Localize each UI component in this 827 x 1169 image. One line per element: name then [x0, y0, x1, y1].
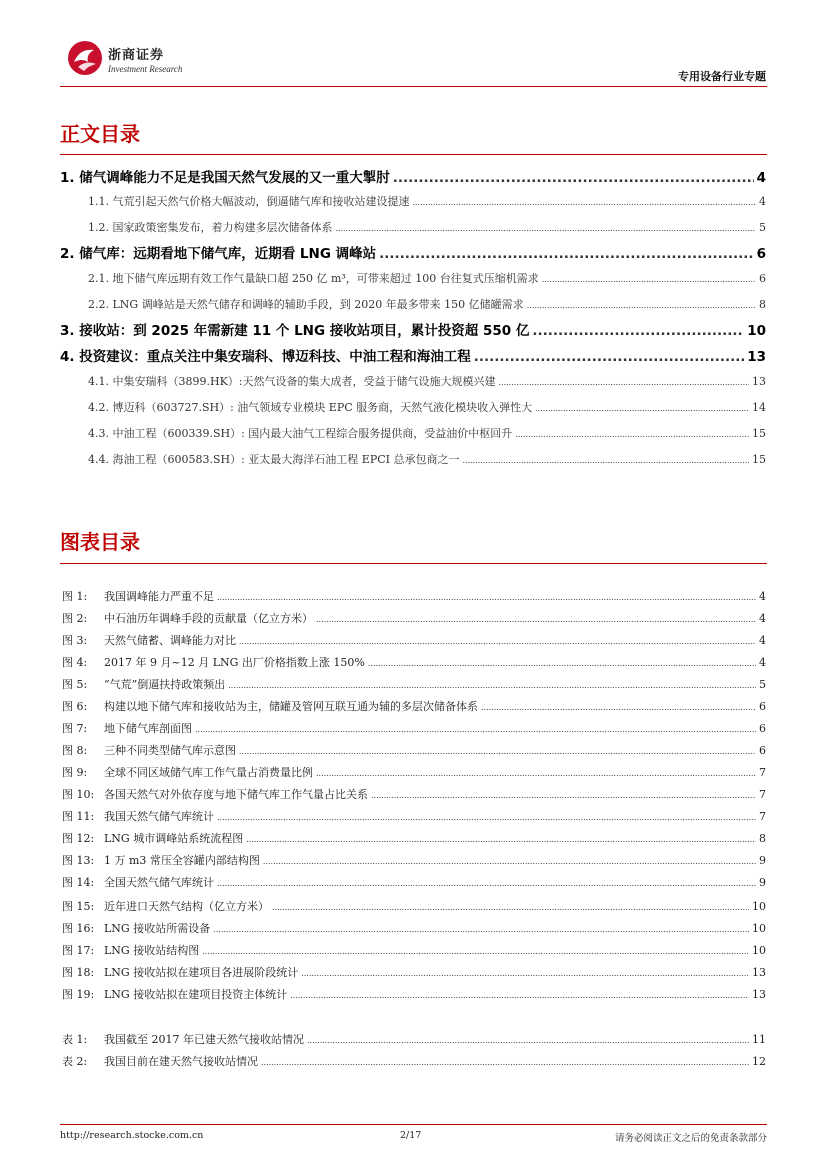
toc-entry-page: 13	[747, 349, 766, 365]
figure-entry[interactable]	[62, 742, 766, 758]
dot-leader	[239, 747, 756, 756]
table-title: 我国截至 2017 年已建天然气接收站情况	[104, 1033, 304, 1046]
toc-entry-text: 2.2. LNG 调峰站是天然气储存和调峰的辅助手段，到 2020 年最多带来 150 亿储罐需求	[88, 298, 524, 311]
figure-page: 13	[752, 988, 766, 1001]
toc-entry-page: 13	[752, 375, 766, 388]
figure-label: 图 9:	[62, 766, 88, 779]
toc-entry[interactable]	[88, 193, 766, 209]
figure-entry[interactable]	[62, 964, 766, 980]
table-title: 我国目前在建天然气接收站情况	[104, 1055, 258, 1068]
figure-label: 图 2:	[62, 612, 88, 625]
toc-entry[interactable]	[60, 242, 766, 262]
figure-entry[interactable]	[62, 942, 766, 958]
toc-entry[interactable]	[88, 219, 766, 235]
figure-entry[interactable]	[62, 632, 766, 648]
toc-entry-page: 10	[747, 323, 766, 339]
dot-leader	[246, 835, 756, 844]
figure-page: 4	[759, 634, 766, 647]
disclaimer-note: 请务必阅读正文之后的免责条款部分	[614, 1133, 767, 1144]
dot-leader	[217, 879, 756, 888]
figure-page: 4	[759, 656, 766, 669]
figure-page: 4	[759, 612, 766, 625]
table-label: 表 1:	[62, 1033, 88, 1046]
toc-entry-page: 6	[756, 246, 766, 262]
dot-leader	[217, 593, 756, 602]
table-entry[interactable]	[62, 1053, 766, 1069]
table-entry[interactable]	[62, 1031, 766, 1047]
toc-entry-text: 4.4. 海油工程（600583.SH）: 亚太最大海洋石油工程 EPCI 总承包商之一	[88, 453, 460, 466]
table-page: 12	[752, 1055, 766, 1068]
figure-entry[interactable]	[62, 852, 766, 868]
figure-entry[interactable]	[62, 920, 766, 936]
dot-leader	[371, 791, 756, 800]
dot-leader	[474, 349, 744, 365]
dot-leader	[463, 456, 750, 465]
figure-title: LNG 接收站所需设备	[104, 922, 211, 935]
figure-label: 图 14:	[62, 876, 95, 889]
figure-page: 7	[759, 810, 766, 823]
figure-page: 10	[752, 944, 766, 957]
figure-label: 图 16:	[62, 922, 95, 935]
toc-entry[interactable]	[88, 270, 766, 286]
figure-page: 13	[752, 966, 766, 979]
toc-entry[interactable]	[88, 373, 766, 389]
toc-entry-page: 15	[752, 453, 766, 466]
dot-leader	[413, 198, 757, 207]
toc-title: 正文目录	[60, 122, 140, 146]
figure-entry[interactable]	[62, 698, 766, 714]
figure-page: 6	[759, 700, 766, 713]
figure-title: 构建以地下储气库和接收站为主，储罐及管网互联互通为辅的多层次储备体系	[104, 700, 478, 713]
figure-label: 图 4:	[62, 656, 88, 669]
figure-title: 全国天然气储气库统计	[104, 876, 214, 889]
figure-title: 1 万 m3 常压全容罐内部结构图	[104, 854, 260, 867]
toc-entry[interactable]	[60, 345, 766, 365]
figure-entry[interactable]	[62, 898, 766, 914]
figure-label: 图 15:	[62, 900, 95, 913]
dot-leader	[499, 378, 750, 387]
dot-leader	[239, 637, 756, 646]
header-divider	[60, 86, 767, 87]
dot-leader	[527, 301, 756, 310]
toc-entry-page: 4	[759, 195, 766, 208]
figure-title: 我国调峰能力严重不足	[104, 590, 214, 603]
figure-entry[interactable]	[62, 610, 766, 626]
dot-leader	[368, 659, 756, 668]
figure-page: 8	[759, 832, 766, 845]
toc-entry-text: 1.2. 国家政策密集发布，着力构建多层次储备体系	[88, 221, 333, 234]
toc-entry[interactable]	[88, 296, 766, 312]
figure-entry[interactable]	[62, 986, 766, 1002]
figure-entry[interactable]	[62, 654, 766, 670]
figure-title: LNG 接收站拟在建项目各进展阶段统计	[104, 966, 299, 979]
dot-leader	[316, 615, 756, 624]
figure-label: 图 13:	[62, 854, 95, 867]
figure-label: 图 6:	[62, 700, 88, 713]
figure-title: 三种不同类型储气库示意图	[104, 744, 236, 757]
figure-title: LNG 接收站结构图	[104, 944, 200, 957]
dot-leader	[263, 857, 756, 866]
figure-title: 2017 年 9 月~12 月 LNG 出厂价格指数上涨 150%	[104, 656, 365, 669]
toc-entry-text: 4.1. 中集安瑞科（3899.HK）:天然气设备的集大成者，受益于储气设施大规模兴建	[88, 375, 496, 388]
toc-entry-page: 4	[756, 170, 766, 186]
toc-entry[interactable]	[88, 451, 766, 467]
figure-label: 图 17:	[62, 944, 95, 957]
toc-entry-text: 3. 接收站：到 2025 年需新建 11 个 LNG 接收站项目，累计投资超 550 亿	[60, 323, 530, 339]
toc-entry-text: 1.1. 气荒引起天然气价格大幅波动，倒逼储气库和接收站建设提速	[88, 195, 410, 208]
figure-page: 4	[759, 590, 766, 603]
figure-entry[interactable]	[62, 830, 766, 846]
figure-title: 近年进口天然气结构（亿立方米）	[104, 900, 269, 913]
figure-title: 全球不同区域储气库工作气量占消费量比例	[104, 766, 313, 779]
dot-leader	[535, 404, 749, 413]
toc-entry-page: 8	[759, 298, 766, 311]
toc-entry-text: 4. 投资建议：重点关注中集安瑞科、博迈科技、中油工程和海油工程	[60, 349, 471, 365]
dot-leader	[393, 170, 754, 186]
dot-leader	[316, 769, 756, 778]
figure-entry[interactable]	[62, 874, 766, 890]
figure-label: 图 12:	[62, 832, 95, 845]
footer-divider	[60, 1124, 767, 1125]
figure-label: 图 8:	[62, 744, 88, 757]
figure-page: 7	[759, 766, 766, 779]
table-label: 表 2:	[62, 1055, 88, 1068]
toc-entry[interactable]	[88, 399, 766, 415]
footer-url[interactable]: http://research.stocke.com.cn	[60, 1130, 204, 1141]
figure-page: 9	[759, 854, 766, 867]
figure-page: 10	[752, 922, 766, 935]
figure-entry[interactable]	[62, 808, 766, 824]
figure-title: 各国天然气对外依存度与地下储气库工作气量占比关系	[104, 788, 368, 801]
figure-label: 图 5:	[62, 678, 88, 691]
figure-label: 图 3:	[62, 634, 88, 647]
toc-entry-page: 15	[752, 427, 766, 440]
toc-entry-page: 14	[752, 401, 766, 414]
figure-label: 图 10:	[62, 788, 95, 801]
figure-page: 6	[759, 722, 766, 735]
toc-entry[interactable]	[88, 425, 766, 441]
toc-entry[interactable]	[60, 319, 766, 339]
toc-entry-text: 1. 储气调峰能力不足是我国天然气发展的又一重大掣肘	[60, 170, 390, 186]
figure-page: 7	[759, 788, 766, 801]
toc-entry-page: 6	[759, 272, 766, 285]
figure-entry[interactable]	[62, 786, 766, 802]
figure-title: “气荒”倒逼扶持政策频出	[104, 678, 226, 691]
figure-title: 我国天然气储气库统计	[104, 810, 214, 823]
figure-title: 地下储气库剖面图	[104, 722, 192, 735]
brand-name-en: Investment Research	[108, 64, 183, 74]
figure-entry[interactable]	[62, 720, 766, 736]
figure-title: 天然气储蓄、调峰能力对比	[104, 634, 236, 647]
figure-page: 5	[759, 678, 766, 691]
brand-name-cn: 浙商证券	[108, 48, 165, 63]
figures-title-divider	[60, 563, 767, 564]
dot-leader	[379, 246, 753, 262]
dot-leader	[542, 275, 756, 284]
table-page: 11	[752, 1033, 766, 1046]
dot-leader	[532, 323, 744, 339]
toc-entry-text: 2.1. 地下储气库远期有效工作气量缺口超 250 亿 m³，可带来超过 100 台往复式压缩机需求	[88, 272, 539, 285]
figure-entry[interactable]	[62, 676, 766, 692]
figure-page: 10	[752, 900, 766, 913]
dot-leader	[272, 903, 749, 912]
dot-leader	[202, 947, 749, 956]
dot-leader	[515, 430, 749, 439]
figures-title: 图表目录	[60, 530, 140, 554]
toc-entry-text: 2. 储气库：远期看地下储气库，近期看 LNG 调峰站	[60, 246, 377, 262]
company-logo	[66, 40, 104, 76]
dot-leader	[290, 991, 749, 1000]
dot-leader	[301, 969, 749, 978]
toc-entry-text: 4.3. 中油工程（600339.SH）: 国内最大油气工程综合服务提供商，受益油价中枢回升	[88, 427, 513, 440]
figure-title: LNG 接收站拟在建项目投资主体统计	[104, 988, 288, 1001]
toc-entry-page: 5	[759, 221, 766, 234]
dot-leader	[481, 703, 756, 712]
figure-label: 图 18:	[62, 966, 95, 979]
toc-entry-text: 4.2. 博迈科（603727.SH）: 油气领域专业模块 EPC 服务商，天然气液化模块收入弹性大	[88, 401, 533, 414]
figure-label: 图 7:	[62, 722, 88, 735]
dot-leader	[217, 813, 756, 822]
figure-entry[interactable]	[62, 588, 766, 604]
figure-label: 图 11:	[62, 810, 95, 823]
dot-leader	[195, 725, 756, 734]
figure-page: 9	[759, 876, 766, 889]
dot-leader	[213, 925, 749, 934]
dot-leader	[336, 224, 757, 233]
figure-page: 6	[759, 744, 766, 757]
dot-leader	[307, 1036, 749, 1045]
figure-title: LNG 城市调峰站系统流程图	[104, 832, 244, 845]
toc-entry[interactable]	[60, 166, 766, 186]
figure-label: 图 19:	[62, 988, 95, 1001]
toc-title-divider	[60, 154, 767, 155]
dot-leader	[261, 1058, 749, 1067]
dot-leader	[228, 681, 756, 690]
figure-label: 图 1:	[62, 590, 88, 603]
figure-title: 中石油历年调峰手段的贡献量（亿立方米）	[104, 612, 313, 625]
page-number: 2/17	[400, 1130, 422, 1141]
figure-entry[interactable]	[62, 764, 766, 780]
report-type: 专用设备行业专题	[678, 70, 766, 83]
